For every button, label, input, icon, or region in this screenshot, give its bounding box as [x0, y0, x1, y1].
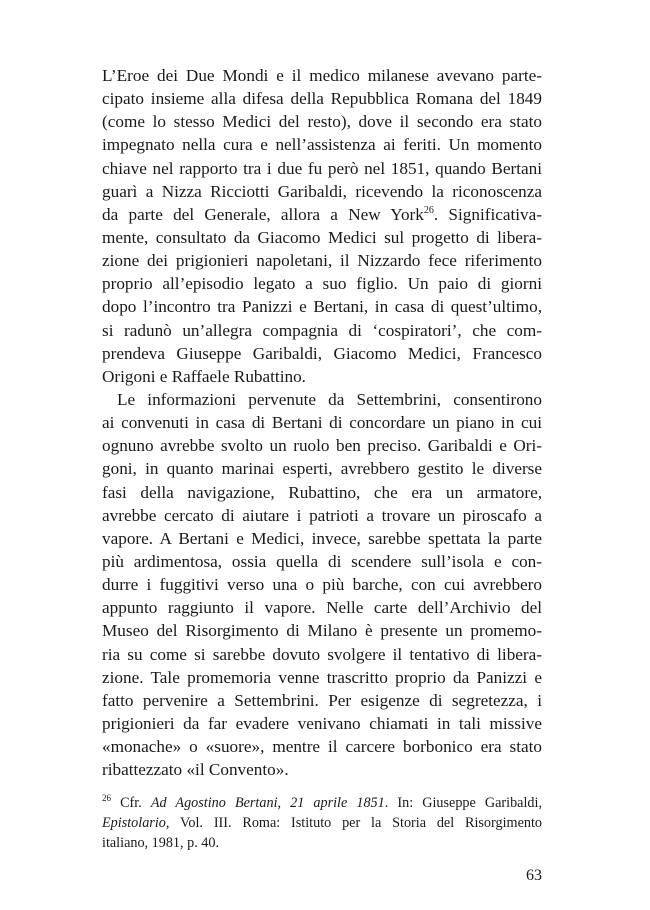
text-line: (come lo stesso Medici del resto), dove il secondo era stato	[102, 112, 542, 132]
text-line: dopo l’incontro tra Panizzi e Bertani, in casa di quest’ultimo,	[102, 297, 542, 317]
text-line: «monache» o «suore», mentre il carcere borbonico era stato	[102, 737, 542, 757]
text-segment: . Significativa-	[433, 204, 542, 224]
text-line: vapore. A Bertani e Medici, invece, sarebbe spettata la parte	[102, 528, 542, 548]
text-line: goni, in quanto marinai esperti, avrebbero gestito le diverse	[102, 459, 542, 479]
text-line: L’Eroe dei Due Mondi e il medico milanese avevano parte-	[102, 66, 542, 85]
main-text	[102, 64, 542, 781]
text-line: ria su come si sarebbe dovuto svolgere il tentativo di libera-	[102, 644, 542, 664]
text-line: cipato insieme alla difesa della Repubblica Romana del 1849	[102, 89, 542, 109]
footnote-title: Ad Agostino Bertani, 21 aprile 1851	[150, 795, 385, 811]
footnote-line	[102, 793, 542, 813]
footnote-book-title: Epistolario	[102, 815, 166, 832]
text-line: durre i fuggitivi verso una o più barche, con cui avrebbero	[102, 575, 542, 595]
text-segment: da parte del Generale, allora a New York	[102, 204, 424, 224]
text-line: ribattezzato «il Convento».	[102, 760, 289, 780]
page-number: 63	[526, 867, 542, 884]
text-line: chiave nel rapporto tra i due fu però nel 1851, quando Bertani	[102, 158, 542, 178]
text-line: fasi della navigazione, Rubattino, che era un armatore,	[102, 482, 542, 502]
text-line: prigionieri da far evadere venivano chiamati in tali missive	[102, 713, 542, 733]
text-line: guarì a Nizza Ricciotti Garibaldi, ricevendo la riconoscenza	[102, 181, 542, 201]
text-line	[102, 203, 542, 226]
text-line: prendeva Giuseppe Garibaldi, Giacomo Medici, Francesco	[102, 343, 542, 363]
text-line: appunto raggiunto il vapore. Nelle carte dell’Archivio del	[102, 598, 542, 618]
text-segment: . In: Giuseppe Garibaldi,	[384, 795, 542, 811]
footnote-line	[102, 813, 542, 833]
text-line: avrebbe cercato di aiutare i patrioti a trovare un piroscafo a	[102, 505, 542, 525]
text-line: Museo del Risorgimento di Milano è presente un promemo-	[102, 621, 542, 641]
text-line: mente, consultato da Giacomo Medici sul progetto di libera-	[102, 227, 542, 247]
text-line: Le informazioni pervenute da Settembrini, consentirono	[117, 389, 542, 409]
footnote-reference: 26	[423, 204, 434, 216]
text-line: ognuno avrebbe svolto un ruolo ben preciso. Garibaldi e Ori-	[102, 436, 542, 456]
text-line: impegnato nella cura e nell’assistenza ai feriti. Un momento	[102, 135, 542, 155]
text-line: proprio all’episodio legato a suo figlio. Un paio di giorni	[102, 274, 542, 294]
text-segment: , Vol. III. Roma: Istituto per la Storia del Risorgimento	[165, 815, 542, 832]
text-line: più ardimentosa, ossia quella di scendere sull’isola e con-	[102, 551, 542, 571]
text-line: Origoni e Raffaele Rubattino.	[102, 366, 306, 386]
text-line: fatto pervenire a Settembrini. Per esigenze di segretezza, i	[102, 690, 542, 710]
text-line: zione dei prigionieri napoletani, il Nizzardo fece riferimento	[102, 251, 542, 271]
footnote	[102, 793, 542, 854]
footnote-number: 26	[102, 793, 111, 803]
text-line: zione. Tale promemoria venne trascritto proprio da Panizzi e	[102, 667, 542, 687]
text-line: si radunò un’allegra compagnia di ‘cospiratori’, che com-	[102, 320, 542, 340]
text-segment: Cfr.	[111, 795, 151, 811]
footnote-line: italiano, 1981, p. 40.	[102, 835, 220, 852]
text-line: ai convenuti in casa di Bertani di concordare un piano in cui	[102, 413, 542, 433]
